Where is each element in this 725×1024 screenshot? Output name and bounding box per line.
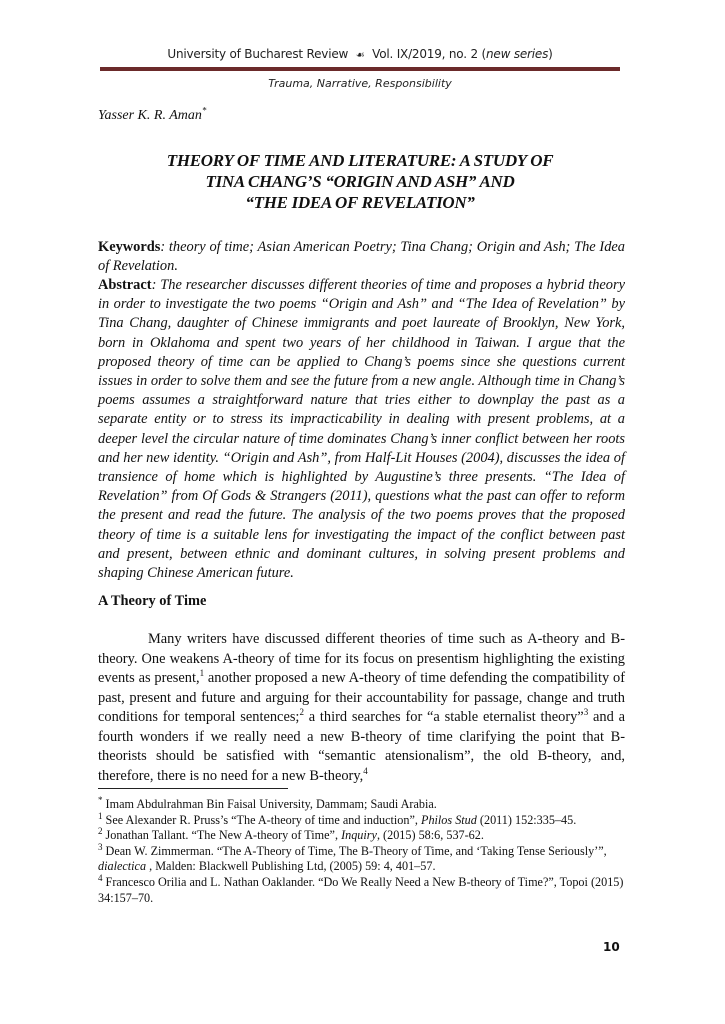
keywords-label: Keywords [98, 239, 161, 255]
running-header: University of Bucharest Review ☙ Vol. IX/2019, no. 2 (new series) [167, 47, 553, 61]
title-line: TINA CHANG’S “ORIGIN AND ASH” AND [205, 172, 515, 191]
title-line: THEORY OF TIME AND LITERATURE: A STUDY OF [166, 151, 554, 170]
abstract-label: Abstract [98, 277, 152, 293]
section-heading: A Theory of Time [98, 593, 207, 609]
author-name: Yasser K. R. Aman* [98, 105, 207, 123]
footnote-ref[interactable]: 1 [199, 668, 205, 679]
footnote-separator [98, 788, 288, 789]
abstract [98, 276, 625, 583]
journal-name: University of Bucharest Review [167, 47, 349, 61]
keywords-text: : theory of time; Asian American Poetry; Tina Chang; Origin and Ash; The Idea of Revelation. [98, 239, 625, 275]
footnote-ref[interactable]: 3 [583, 707, 589, 718]
footnote-ref[interactable]: 4 [363, 765, 368, 776]
page-number: 10 [603, 940, 620, 954]
issue-theme: Trauma, Narrative, Responsibility [268, 77, 452, 90]
series-label: new series [486, 47, 549, 61]
keywords [98, 238, 625, 276]
footnote: * Imam Abdulrahman Bin Faisal University, Dammam; Saudi Arabia. [98, 794, 437, 811]
footnote: $^2$ Jonathan Tallant. “The New A-theory of Time”, Inquiry, (2015) 58:6, 537-62. [98, 826, 484, 843]
author-footnote-mark: * [201, 105, 207, 116]
article-title [100, 150, 620, 213]
header-rule [100, 67, 620, 71]
footnote-ref[interactable]: 2 [299, 707, 304, 718]
title-line: “THE IDEA OF REVELATION” [245, 193, 475, 212]
footnote: $^4$ Francesco Orilia and L. Nathan Oaklander. “Do We Really Need a New B-theory of Time?”, Topoi (2015) 34:157–70. [98, 872, 624, 905]
footnotes [98, 794, 625, 906]
leaf-ornament-icon: ☙ [355, 50, 365, 61]
footnote: $^3$ Dean W. Zimmerman. “The A-Theory of Time, The B-Theory of Time, and ‘Taking Tense Seriously’”, dialectica , Malden: Blackwell Publishing Ltd, (2005) 59: 4, 401–57. [98, 841, 607, 874]
abstract-text: : The researcher discusses different theories of time and proposes a hybrid theory in order to investigate the two poems “Origin and Ash” and “The Idea of Revelation” by Tina Chang, daughter of Chinese immigrants and poet laureate of Brooklyn, New York, born in Oklahoma and spent two years of her childhood in Taiwan. I argue that the proposed theory of time can be applied to Chang’s poems since she questions current issues in order to solve them and see the future from a new angle. Although time in Chang’s poems assumes a straightforward nature that tries either to downplay the past as a separate entity or to stress its impracticability in dealing with present problems, at a deeper level the circular nature of time dominates Chang’s inner conflict between her roots and her new identity. “Origin and Ash”, from Half-Lit Houses (2004), discusses the idea of transience of home which is highlighted by Augustine’s three presents. “The Idea of Revelation” from Of Gods & Strangers (2011), questions what the past can offer to reform the present and read the future. The analysis of the two poems proves that the proposed theory of time is a suitable lens for investigating the impact of the conflict between past and present, between ethnic and dominant cultures, in solving present problems and shaping Chinese American future. [98, 277, 625, 582]
footnote: $^1$ See Alexander R. Pruss’s “The A-theory of time and induction”, Philos Stud (2011) 152:335–45. [98, 810, 577, 827]
volume-info: Vol. IX/2019, no. 2 ( [372, 47, 486, 61]
body-paragraph: Many writers have discussed different theories of time such as A-theory and B-theory. One weakens A-theory of time for its focus on presentism highlighting the existing events as present,$^1$ another proposed a new A-theory of time defending the compatibility of past, present and future and arguing for their accountability for passage, change and truth conditions for temporal sentences;$^2$ a third searches for “a stable eternalist theory”$^3$ and a fourth wonders if we really need a new B-theory of time clarifying the point that B-theorists should be satisfied with “semantic atensionalism”, the old B-theory, and, therefore, there is no need for a new B-theory,$^4$ [98, 631, 625, 784]
